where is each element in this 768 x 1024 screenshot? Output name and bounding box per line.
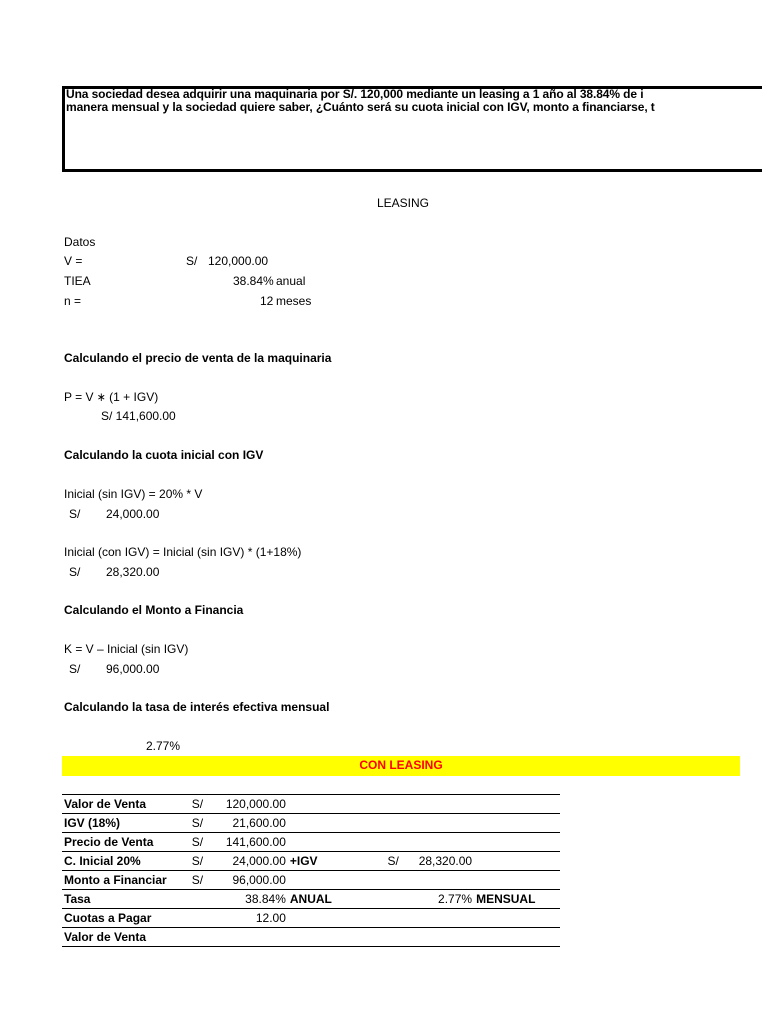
summary-value: 38.84% xyxy=(215,890,286,909)
summary-value-2 xyxy=(399,814,472,833)
summary-unit xyxy=(472,795,560,814)
table-row xyxy=(62,909,560,928)
summary-extra xyxy=(286,833,374,852)
summary-currency: S/ xyxy=(192,871,215,890)
summary-value-2 xyxy=(399,871,472,890)
datos-value-n: 12 xyxy=(260,294,274,308)
summary-unit xyxy=(472,852,560,871)
precio-heading: Calculando el precio de venta de la maquinaria xyxy=(64,351,332,365)
summary-extra xyxy=(286,871,374,890)
summary-currency-2 xyxy=(374,909,399,928)
cuota-result-1: 24,000.00 xyxy=(106,507,160,521)
summary-label: Valor de Venta xyxy=(62,795,192,814)
summary-extra: +IGV xyxy=(286,852,374,871)
summary-currency-2 xyxy=(374,814,399,833)
summary-currency: S/ xyxy=(192,795,215,814)
problem-statement xyxy=(66,88,762,114)
summary-value: 24,000.00 xyxy=(215,852,286,871)
summary-currency: S/ xyxy=(192,852,215,871)
statement-line-2: manera mensual y la sociedad quiere saber, ¿Cuánto será su cuota inicial con IGV, monto a financiarse, t xyxy=(66,100,655,114)
summary-currency-2 xyxy=(374,871,399,890)
summary-value: 96,000.00 xyxy=(215,871,286,890)
summary-value-2 xyxy=(399,928,472,947)
table-row xyxy=(62,795,560,814)
summary-extra xyxy=(286,814,374,833)
summary-label: Valor de Venta xyxy=(62,928,192,947)
summary-unit xyxy=(472,928,560,947)
con-leasing-title: CON LEASING xyxy=(359,758,443,772)
summary-extra xyxy=(286,928,374,947)
summary-value: 12.00 xyxy=(215,909,286,928)
con-leasing-banner xyxy=(62,756,740,776)
summary-unit xyxy=(472,909,560,928)
summary-label: Tasa xyxy=(62,890,192,909)
summary-unit xyxy=(472,871,560,890)
summary-currency xyxy=(192,890,215,909)
table-row xyxy=(62,890,560,909)
precio-result: S/ 141,600.00 xyxy=(101,409,176,423)
summary-value-2: 28,320.00 xyxy=(399,852,472,871)
summary-unit: MENSUAL xyxy=(472,890,560,909)
summary-extra: ANUAL xyxy=(286,890,374,909)
summary-currency-2: S/ xyxy=(374,852,399,871)
datos-label-n: n = xyxy=(64,294,82,308)
problem-statement-box xyxy=(62,86,762,172)
summary-label: IGV (18%) xyxy=(62,814,192,833)
summary-extra xyxy=(286,795,374,814)
table-row xyxy=(62,928,560,947)
summary-currency-2 xyxy=(374,833,399,852)
summary-label: Precio de Venta xyxy=(62,833,192,852)
datos-unit-tiea: anual xyxy=(276,274,306,288)
summary-currency: S/ xyxy=(192,833,215,852)
monto-formula: K = V – Inicial (sin IGV) xyxy=(64,642,189,656)
cuota-heading: Calculando la cuota inicial con IGV xyxy=(64,448,264,462)
table-row xyxy=(62,871,560,890)
statement-line-1: Una sociedad desea adquirir una maquinaria por S/. 120,000 mediante un leasing a 1 año al 38.84% de i xyxy=(66,87,644,101)
tasa-heading: Calculando la tasa de interés efectiva mensual xyxy=(64,700,330,714)
cuota-result-2: 28,320.00 xyxy=(106,565,160,579)
summary-label: C. Inicial 20% xyxy=(62,852,192,871)
summary-value xyxy=(215,928,286,947)
datos-unit-n: meses xyxy=(276,294,312,308)
monto-heading: Calculando el Monto a Financia xyxy=(64,603,244,617)
summary-unit xyxy=(472,814,560,833)
summary-currency xyxy=(192,909,215,928)
summary-value-2 xyxy=(399,833,472,852)
summary-label: Cuotas a Pagar xyxy=(62,909,192,928)
table-row xyxy=(62,852,560,871)
datos-value-tiea: 38.84% xyxy=(233,274,274,288)
summary-value-2: 2.77% xyxy=(399,890,472,909)
summary-extra xyxy=(286,909,374,928)
datos-heading: Datos xyxy=(64,235,96,249)
page-title: LEASING xyxy=(377,196,430,210)
summary-currency-2 xyxy=(374,890,399,909)
cuota-currency-2: S/ xyxy=(69,565,81,579)
summary-unit xyxy=(472,833,560,852)
datos-currency-v: S/ xyxy=(186,254,198,268)
cuota-currency-1: S/ xyxy=(69,507,81,521)
table-row xyxy=(62,833,560,852)
summary-currency: S/ xyxy=(192,814,215,833)
summary-label: Monto a Financiar xyxy=(62,871,192,890)
datos-label-tiea: TIEA xyxy=(64,274,91,288)
summary-value: 141,600.00 xyxy=(215,833,286,852)
summary-value: 120,000.00 xyxy=(215,795,286,814)
cuota-formula-1: Inicial (sin IGV) = 20% * V xyxy=(64,487,203,501)
precio-formula: P = V ∗ (1 + IGV) xyxy=(64,390,159,404)
monto-result: 96,000.00 xyxy=(106,662,160,676)
monto-currency: S/ xyxy=(69,662,81,676)
cuota-formula-2: Inicial (con IGV) = Inicial (sin IGV) * (1+18%) xyxy=(64,545,302,559)
summary-currency-2 xyxy=(374,795,399,814)
datos-value-v: 120,000.00 xyxy=(208,254,269,268)
tasa-result: 2.77% xyxy=(146,739,181,753)
summary-value-2 xyxy=(399,909,472,928)
summary-currency-2 xyxy=(374,928,399,947)
table-row xyxy=(62,814,560,833)
summary-value-2 xyxy=(399,795,472,814)
datos-label-v: V = xyxy=(64,254,83,268)
summary-table xyxy=(62,794,560,947)
summary-value: 21,600.00 xyxy=(215,814,286,833)
summary-currency xyxy=(192,928,215,947)
